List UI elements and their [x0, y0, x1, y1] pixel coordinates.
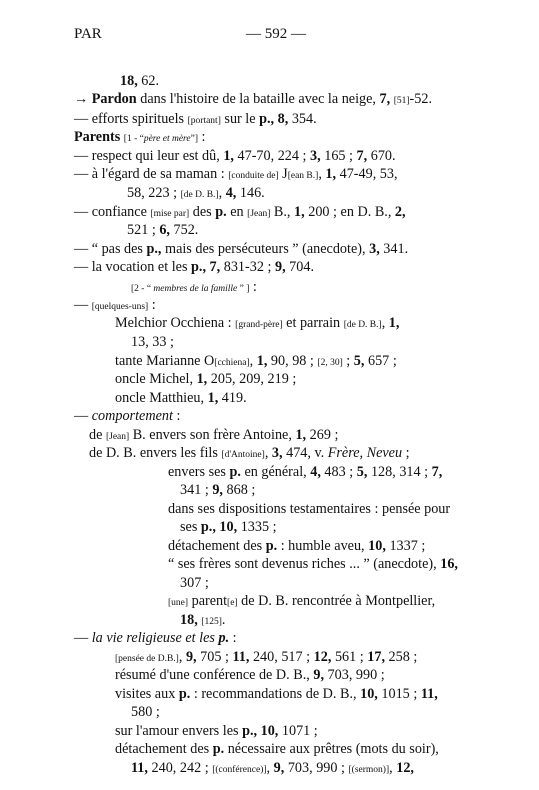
index-line — [131, 703, 160, 721]
line-segment: Parents — [74, 129, 121, 145]
line-segment: — à l'égard de sa maman : — [74, 166, 229, 182]
line-segment: 1, — [388, 315, 400, 331]
line-segment: 1337 ; — [385, 538, 426, 554]
index-line — [89, 426, 338, 446]
line-segment: oncle Michel, — [115, 371, 197, 387]
line-segment: ” ] — [237, 284, 250, 294]
line-segment: oncle Matthieu, — [115, 390, 208, 406]
line-segment: 4, — [225, 185, 237, 201]
index-line — [115, 648, 417, 668]
line-segment: de D. B. envers les fils — [89, 445, 222, 461]
line-segment: des — [189, 204, 216, 220]
line-segment: 18, — [120, 73, 138, 89]
index-line — [74, 407, 180, 425]
line-segment: en général, — [240, 464, 311, 480]
line-segment: : — [172, 408, 181, 424]
line-segment: 269 ; — [306, 427, 339, 443]
line-segment: 13, 33 ; — [131, 334, 174, 350]
line-segment: 3, — [310, 148, 321, 164]
line-segment: 11, — [232, 649, 250, 665]
line-segment: nécessaire aux prêtres (mots du soir), — [224, 741, 439, 757]
line-segment: p., — [200, 519, 216, 535]
line-segment: sur l'amour envers les — [115, 723, 243, 739]
line-segment: comportement — [91, 408, 173, 424]
line-segment: 1, — [223, 148, 234, 164]
line-segment: : recommandations de D. B., — [190, 686, 361, 702]
index-line — [74, 296, 156, 316]
line-segment: , — [178, 649, 186, 665]
line-segment: 580 ; — [131, 704, 160, 720]
line-segment: [de D. B.] — [180, 190, 219, 200]
line-segment: [Jean] — [247, 209, 271, 219]
line-segment: -52. — [409, 91, 433, 107]
index-line — [168, 463, 442, 481]
index-line — [115, 685, 438, 703]
index-line — [127, 184, 265, 204]
line-segment: de — [89, 427, 106, 443]
line-segment: 18, — [180, 612, 198, 628]
line-segment: [Jean] — [105, 432, 130, 442]
line-segment: J — [278, 166, 288, 182]
line-segment: [portant] — [187, 116, 221, 126]
line-segment: 165 ; — [320, 148, 357, 164]
line-segment: 11, — [131, 760, 148, 776]
line-segment: 10, — [260, 723, 279, 739]
line-segment: , — [218, 185, 226, 201]
line-segment: 868 ; — [222, 482, 256, 498]
line-segment: 561 ; — [331, 649, 368, 665]
line-segment: — — [74, 297, 92, 313]
line-segment: 3, — [271, 445, 283, 461]
line-segment: : humble aveu, — [277, 538, 369, 554]
index-line — [115, 722, 318, 740]
line-segment: [de D. B.] — [343, 320, 382, 330]
line-segment: 240, 517 ; — [249, 649, 314, 665]
line-segment: 6, — [159, 222, 170, 238]
line-segment: → Pardon — [74, 91, 137, 107]
line-segment: 62. — [137, 73, 160, 89]
line-segment: 240, 242 ; — [147, 760, 213, 776]
index-line — [168, 537, 425, 555]
line-segment: [e] — [227, 598, 238, 608]
line-segment: p., — [146, 241, 162, 257]
line-segment: 10, — [360, 686, 378, 702]
line-segment: 47-70, 224 ; — [233, 148, 311, 164]
line-segment: 11, — [420, 686, 438, 702]
line-segment: p. — [178, 686, 191, 702]
line-segment: 7, — [431, 464, 443, 480]
line-segment: en — [226, 204, 248, 220]
line-segment: 258 ; — [385, 649, 418, 665]
line-segment: sur le — [220, 111, 260, 127]
line-segment: tante Marianne O — [115, 353, 215, 369]
line-segment: parent — [188, 593, 228, 609]
line-segment: 1015 ; — [377, 686, 421, 702]
line-segment: visites aux — [115, 686, 179, 702]
line-segment: [d'Antoine] — [221, 450, 265, 460]
line-segment: , — [318, 166, 326, 182]
line-segment: membres de la famille — [153, 284, 238, 294]
line-segment: [2, 30] — [317, 358, 343, 368]
line-segment: 419. — [218, 390, 247, 406]
line-segment: , — [389, 760, 397, 776]
index-line — [180, 481, 255, 499]
line-segment: ; — [342, 353, 354, 369]
index-line — [115, 740, 439, 758]
line-segment: [conduite de] — [228, 171, 279, 181]
line-segment: détachement des — [115, 741, 213, 757]
line-segment: 205, 209, 219 ; — [207, 371, 297, 387]
line-segment: 3, — [369, 241, 380, 257]
line-segment: la vie religieuse et les — [91, 630, 219, 646]
line-segment: 1, — [207, 390, 219, 406]
line-segment: p. — [218, 630, 230, 646]
line-segment: , — [266, 760, 274, 776]
line-segment: 12, — [396, 760, 414, 776]
line-segment: 9, — [185, 649, 197, 665]
line-segment: 4, — [310, 464, 321, 480]
line-segment: p. — [265, 538, 278, 554]
index-line — [89, 444, 410, 464]
line-segment: p. — [215, 204, 227, 220]
line-segment: B., — [270, 204, 295, 220]
line-segment: : — [148, 297, 156, 313]
line-segment: [une] — [168, 598, 189, 608]
line-segment: 521 ; — [127, 222, 160, 238]
line-segment: 200 ; en D. B., — [304, 204, 395, 220]
line-segment: p., — [259, 111, 275, 127]
line-segment: [pensée de D.B.] — [115, 654, 179, 664]
line-segment: — — [74, 630, 92, 646]
index-line — [115, 352, 397, 372]
index-line — [131, 759, 414, 779]
line-segment: envers ses — [168, 464, 230, 480]
index-line — [74, 165, 398, 185]
index-line — [74, 203, 406, 223]
line-segment: [cchiena] — [214, 358, 250, 368]
line-segment: 58, 223 ; — [127, 185, 181, 201]
line-segment: 704. — [285, 259, 314, 275]
line-segment: [mise par] — [150, 209, 190, 219]
line-segment: 341. — [379, 241, 409, 257]
line-segment: dans l'histoire de la bataille avec la neige, — [136, 91, 380, 107]
line-segment: 17, — [367, 649, 385, 665]
line-segment: 483 ; — [320, 464, 357, 480]
index-line — [131, 333, 174, 351]
line-segment: [1 - “ — [123, 134, 144, 144]
line-segment: p. — [229, 464, 241, 480]
line-segment: , — [264, 445, 272, 461]
index-line — [74, 110, 317, 130]
index-line — [115, 666, 385, 684]
index-line — [127, 221, 198, 239]
line-segment: 703, 990 ; — [284, 760, 349, 776]
index-line — [115, 370, 296, 388]
line-segment: 8, — [277, 111, 289, 127]
index-line — [74, 240, 408, 258]
index-line — [180, 574, 209, 592]
line-segment: 5, — [353, 353, 365, 369]
line-segment: [quelques-uns] — [91, 302, 149, 312]
line-segment: ”] — [190, 134, 198, 144]
line-segment: ; — [402, 445, 410, 461]
line-segment: détachement des — [168, 538, 266, 554]
index-line — [131, 278, 257, 298]
line-segment: 657 ; — [364, 353, 397, 369]
line-segment: : — [229, 630, 237, 646]
line-segment: : — [198, 129, 206, 145]
index-line — [74, 128, 206, 148]
line-segment: [ean B.] — [287, 171, 319, 181]
line-segment: 1, — [196, 371, 208, 387]
index-line — [74, 258, 314, 276]
line-segment: , — [249, 353, 257, 369]
line-segment: 1, — [256, 353, 268, 369]
index-line — [74, 90, 432, 110]
index-line — [120, 72, 159, 90]
line-segment: ses — [180, 519, 201, 535]
line-segment: 474, v. — [282, 445, 328, 461]
line-segment: “ ses frères sont devenus riches ... ” (anecdote), — [168, 556, 441, 572]
line-segment: 831-32 ; — [220, 259, 275, 275]
line-segment: 47-49, 53, — [336, 166, 398, 182]
line-segment: 90, 98 ; — [267, 353, 318, 369]
line-segment: . — [221, 612, 226, 628]
line-segment: 10, — [219, 519, 238, 535]
line-segment: père et mère — [143, 134, 191, 144]
line-segment: [51] — [393, 96, 410, 106]
line-segment: Melchior Occhiena : — [115, 315, 236, 331]
line-segment: 16, — [440, 556, 458, 572]
line-segment: 705 ; — [196, 649, 233, 665]
line-segment: 2, — [394, 204, 406, 220]
line-segment: B. envers son frère Antoine, — [129, 427, 296, 443]
index-line — [74, 147, 396, 165]
line-segment: [(sermon)] — [348, 765, 390, 775]
line-segment: 10, — [368, 538, 386, 554]
line-segment: — respect qui leur est dû, — [74, 148, 224, 164]
line-segment: 1071 ; — [278, 723, 318, 739]
line-segment: p., — [191, 259, 206, 275]
line-segment: 341 ; — [180, 482, 213, 498]
index-line — [115, 314, 399, 334]
page-number: — 592 — — [246, 26, 306, 42]
line-segment: 9, — [274, 259, 286, 275]
line-segment: , — [381, 315, 389, 331]
line-segment: 1335 ; — [237, 519, 277, 535]
line-segment: : — [249, 279, 257, 295]
line-segment: [grand-père] — [235, 320, 283, 330]
running-head: PAR — [74, 26, 102, 42]
line-segment: et parrain — [282, 315, 344, 331]
line-segment: 128, 314 ; — [367, 464, 432, 480]
line-segment: [(conférence)] — [212, 765, 267, 775]
line-segment: 5, — [356, 464, 368, 480]
line-segment: — la vocation et les — [74, 259, 192, 275]
line-segment: 1, — [295, 427, 307, 443]
line-segment: 1, — [325, 166, 337, 182]
line-segment: 1, — [294, 204, 305, 220]
line-segment: 146. — [236, 185, 265, 201]
line-segment: 7, — [379, 91, 391, 107]
line-segment: 354. — [288, 111, 317, 127]
line-segment: 9, — [212, 482, 223, 498]
index-line — [168, 500, 450, 518]
line-segment: 752. — [169, 222, 199, 238]
line-segment: résumé d'une conférence de D. B., — [115, 667, 314, 683]
line-segment: [125] — [201, 617, 222, 627]
index-line — [180, 518, 277, 536]
line-segment: Frère, Neveu — [327, 445, 403, 461]
line-segment: — confiance — [74, 204, 151, 220]
line-segment: 7, — [356, 148, 368, 164]
line-segment: 7, — [209, 259, 221, 275]
line-segment: 12, — [313, 649, 332, 665]
line-segment: dans ses dispositions testamentaires : pensée pour — [168, 501, 451, 517]
index-line — [115, 389, 247, 407]
line-segment: 703, 990 ; — [323, 667, 385, 683]
line-segment: p., — [242, 723, 258, 739]
line-segment: p. — [212, 741, 225, 757]
line-segment: [2 - “ — [131, 284, 154, 294]
line-segment: de D. B. rencontrée à Montpellier, — [237, 593, 436, 609]
line-segment: — — [74, 408, 92, 424]
line-segment: mais des persécuteurs ” (anecdote), — [161, 241, 370, 257]
line-segment: — efforts spirituels — [74, 111, 188, 127]
line-segment: 9, — [273, 760, 285, 776]
index-line — [168, 592, 435, 612]
line-segment: 670. — [367, 148, 396, 164]
index-line — [74, 629, 237, 647]
line-segment: — “ pas des — [74, 241, 147, 257]
index-line — [168, 555, 458, 573]
line-segment: 307 ; — [180, 575, 209, 591]
index-line — [180, 611, 225, 631]
line-segment: 9, — [313, 667, 324, 683]
